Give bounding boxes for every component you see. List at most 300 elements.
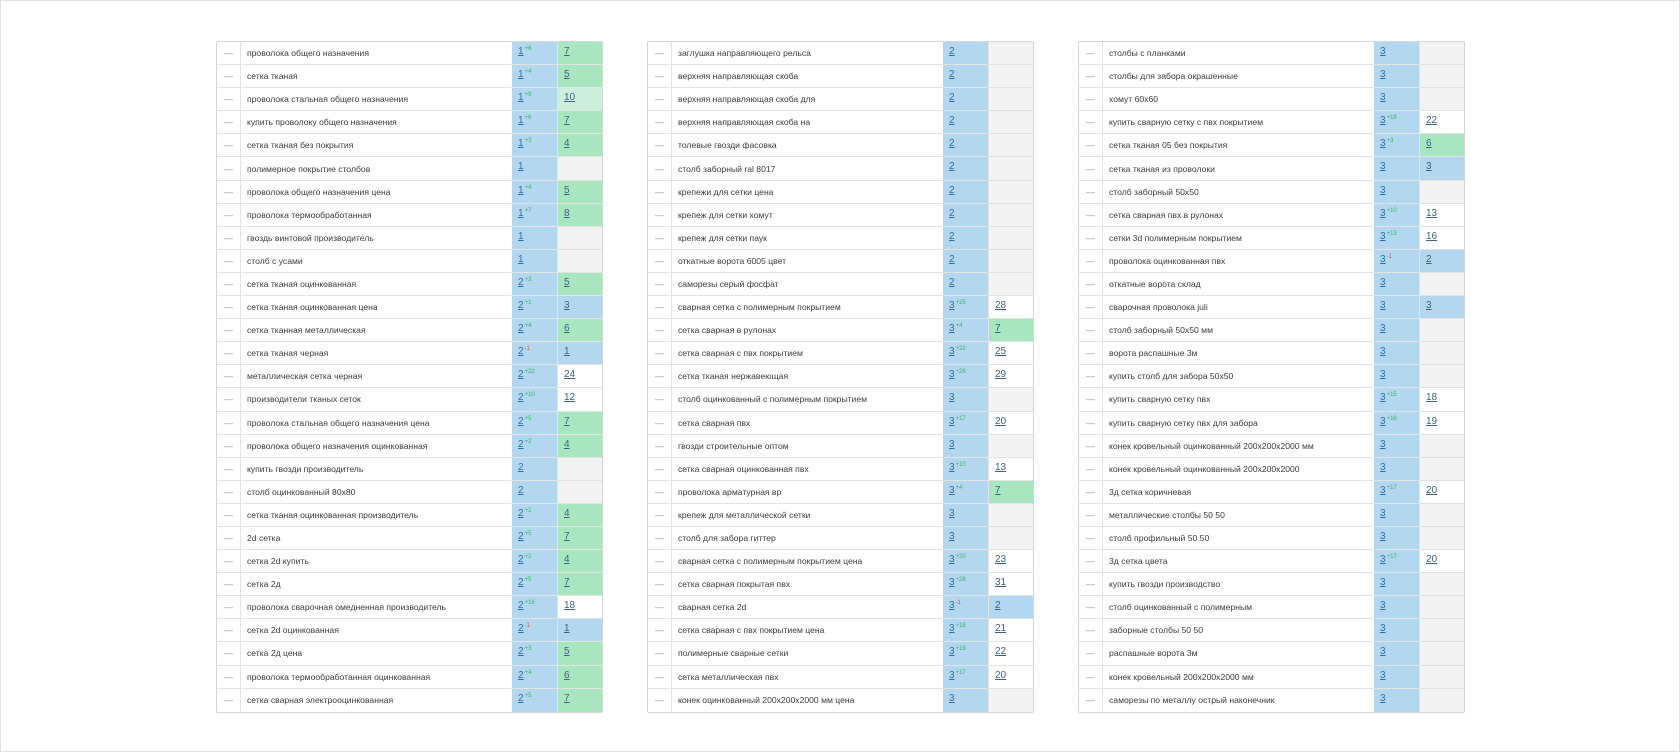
position-link[interactable]: 3 (1380, 46, 1386, 57)
position-link[interactable]: 3 (949, 577, 955, 589)
position-link[interactable]: 1 (518, 184, 524, 196)
table-row (217, 596, 602, 619)
position-cell (1374, 412, 1419, 434)
keyword-cell: полимерное покрытие столбов (247, 163, 371, 174)
previous-position-cell (1419, 642, 1464, 664)
previous-position-link[interactable]: 4 (564, 507, 570, 519)
position-link[interactable]: 2 (949, 276, 955, 288)
previous-position-link[interactable]: 20 (1426, 484, 1438, 496)
position-cell (1374, 435, 1419, 457)
previous-position-cell (557, 689, 602, 712)
position-cell (512, 458, 557, 480)
row-marker: — (217, 342, 241, 364)
position-link[interactable]: 3 (1380, 161, 1386, 173)
table-row (1079, 573, 1464, 596)
position-link[interactable]: 3 (949, 600, 955, 612)
previous-position-cell (988, 642, 1033, 664)
position-link[interactable]: 3 (1380, 438, 1386, 450)
position-link[interactable]: 2 (518, 276, 524, 288)
position-link[interactable]: 2 (518, 530, 524, 542)
table-row (648, 365, 1033, 388)
keyword-cell: верхняя направляющая скоба для (678, 94, 816, 105)
previous-position-link[interactable]: 8 (564, 207, 570, 219)
position-link[interactable]: 3 (1380, 692, 1386, 704)
position-cell (1374, 504, 1419, 526)
previous-position-link[interactable]: 7 (564, 415, 570, 427)
previous-position-cell (988, 435, 1033, 457)
keyword-cell: сетка тканая из проволоки (1109, 163, 1215, 174)
position-link[interactable]: 3 (1380, 369, 1386, 381)
row-marker: — (217, 42, 241, 64)
row-marker: — (217, 412, 241, 434)
position-link[interactable]: 2 (518, 300, 524, 312)
position-link[interactable]: 1 (518, 253, 524, 265)
keyword-cell: купить гвозди производство (1109, 579, 1221, 590)
position-change: +4 (524, 69, 532, 76)
position-link[interactable]: 1 (518, 92, 524, 104)
keyword-table-1 (216, 41, 603, 713)
previous-position-link[interactable]: 1 (564, 346, 570, 358)
position-link[interactable]: 2 (949, 161, 955, 173)
position-link[interactable]: 2 (518, 577, 524, 589)
keyword-cell: гвозди строительные оптом (678, 440, 789, 451)
keyword-cell: крепеж для сетки паук (678, 232, 767, 243)
row-marker: — (217, 596, 241, 618)
row-marker: — (217, 181, 241, 203)
row-marker: — (648, 666, 672, 688)
keyword-cell: толевые гвозди фасовка (678, 140, 777, 151)
previous-position-link[interactable]: 3 (564, 300, 570, 312)
position-link[interactable]: 2 (518, 692, 524, 704)
keyword-table-3 (1078, 41, 1465, 713)
position-link[interactable]: 3 (1380, 346, 1386, 358)
previous-position-cell (557, 250, 602, 272)
previous-position-cell (988, 412, 1033, 434)
keyword-cell: хомут 60х60 (1109, 94, 1159, 105)
previous-position-link[interactable]: 20 (995, 415, 1007, 427)
position-cell (1374, 619, 1419, 641)
previous-position-cell (1419, 157, 1464, 179)
row-marker: — (217, 65, 241, 87)
position-cell (512, 273, 557, 295)
position-link[interactable]: 3 (1380, 577, 1386, 589)
previous-position-link[interactable]: 3 (1426, 300, 1432, 312)
position-link[interactable]: 3 (1380, 646, 1386, 658)
keyword-cell: 3д сетка коричневая (1109, 486, 1192, 497)
previous-position-link[interactable]: 18 (564, 600, 576, 612)
previous-position-link[interactable]: 7 (564, 115, 570, 127)
position-link[interactable]: 1 (518, 46, 524, 57)
position-cell (943, 435, 988, 457)
position-link[interactable]: 3 (949, 484, 955, 496)
previous-position-link[interactable]: 10 (564, 92, 576, 104)
previous-position-link[interactable]: 25 (995, 346, 1007, 358)
keyword-cell: откатные ворота склад (1109, 278, 1201, 289)
position-link[interactable]: 2 (949, 207, 955, 219)
position-link[interactable]: 3 (1380, 507, 1386, 519)
table-row (217, 689, 602, 712)
table-row (1079, 388, 1464, 411)
position-change: -1 (524, 623, 530, 630)
previous-position-link[interactable]: 7 (995, 323, 1001, 335)
previous-position-link[interactable]: 19 (1426, 415, 1438, 427)
position-link[interactable]: 3 (949, 554, 955, 566)
keyword-cell: сварочная проволока juli (1109, 302, 1208, 313)
previous-position-link[interactable]: 7 (564, 46, 570, 57)
previous-position-cell (988, 550, 1033, 572)
keyword-cell: сетка 2d оцинкованная (247, 625, 339, 636)
table-row (648, 227, 1033, 250)
previous-position-cell (988, 596, 1033, 618)
position-link[interactable]: 3 (1380, 323, 1386, 335)
previous-position-cell (557, 666, 602, 688)
previous-position-cell (988, 342, 1033, 364)
position-cell (943, 134, 988, 156)
table-row (1079, 527, 1464, 550)
previous-position-cell (557, 642, 602, 664)
previous-position-link[interactable]: 20 (995, 669, 1007, 681)
previous-position-link[interactable]: 3 (1426, 161, 1432, 173)
table-row (217, 111, 602, 134)
position-change: +2 (524, 507, 532, 514)
position-link[interactable]: 3 (1380, 461, 1386, 473)
position-link[interactable]: 3 (949, 623, 955, 635)
position-cell (943, 342, 988, 364)
position-link[interactable]: 2 (518, 669, 524, 681)
previous-position-link[interactable]: 12 (564, 392, 576, 404)
previous-position-cell (557, 111, 602, 133)
previous-position-cell (1419, 227, 1464, 249)
position-link[interactable]: 3 (949, 392, 955, 404)
position-cell (1374, 88, 1419, 110)
previous-position-link[interactable]: 16 (1426, 230, 1438, 242)
position-link[interactable]: 3 (1380, 253, 1386, 265)
previous-position-link[interactable]: 5 (564, 69, 570, 81)
row-marker: — (648, 181, 672, 203)
table-row (217, 319, 602, 342)
position-link[interactable]: 2 (949, 115, 955, 127)
position-link[interactable]: 1 (518, 161, 524, 173)
position-change: +5 (524, 415, 532, 422)
previous-position-link[interactable]: 22 (1426, 115, 1438, 127)
table-row (648, 111, 1033, 134)
position-link[interactable]: 3 (1380, 207, 1386, 219)
position-link[interactable]: 2 (949, 92, 955, 104)
keyword-cell: сетка 2d купить (247, 556, 309, 567)
position-link[interactable]: 3 (1380, 276, 1386, 288)
position-link[interactable]: 3 (949, 692, 955, 704)
position-cell (1374, 550, 1419, 572)
row-marker: — (648, 365, 672, 387)
keyword-cell: сетка тканая оцинкованная (247, 278, 357, 289)
position-link[interactable]: 2 (949, 69, 955, 81)
position-link[interactable]: 2 (518, 507, 524, 519)
position-change: +15 (1386, 392, 1397, 399)
keyword-cell: сетки 3d полимерным покрытием (1109, 232, 1242, 243)
keyword-cell: сетка сварная с пвх покрытием (678, 348, 803, 359)
row-marker: — (217, 550, 241, 572)
position-cell (512, 642, 557, 664)
position-link[interactable]: 3 (949, 323, 955, 335)
previous-position-cell (988, 65, 1033, 87)
table-row (217, 342, 602, 365)
position-cell (1374, 157, 1419, 179)
row-marker: — (1079, 157, 1103, 179)
previous-position-link[interactable]: 2 (1426, 253, 1432, 265)
previous-position-link[interactable]: 21 (995, 623, 1007, 635)
previous-position-cell (557, 181, 602, 203)
position-link[interactable]: 3 (1380, 554, 1386, 566)
position-link[interactable]: 2 (518, 484, 524, 496)
position-link[interactable]: 3 (1380, 138, 1386, 150)
row-marker: — (217, 573, 241, 595)
position-link[interactable]: 2 (518, 600, 524, 612)
position-link[interactable]: 2 (518, 415, 524, 427)
position-link[interactable]: 2 (518, 346, 524, 358)
position-link[interactable]: 2 (518, 623, 524, 635)
previous-position-link[interactable]: 7 (564, 577, 570, 589)
previous-position-link[interactable]: 24 (564, 369, 576, 381)
previous-position-link[interactable]: 20 (1426, 554, 1438, 566)
previous-position-cell (1419, 573, 1464, 595)
position-cell (512, 111, 557, 133)
previous-position-link[interactable]: 4 (564, 554, 570, 566)
position-link[interactable]: 3 (1380, 530, 1386, 542)
position-link[interactable]: 3 (1380, 69, 1386, 81)
keyword-cell: сетка тканая без покрытия (247, 140, 354, 151)
position-link[interactable]: 3 (949, 346, 955, 358)
position-link[interactable]: 3 (949, 300, 955, 312)
previous-position-cell (557, 65, 602, 87)
keyword-cell: столб профильный 50 50 (1109, 533, 1210, 544)
position-link[interactable]: 2 (949, 138, 955, 150)
position-cell (1374, 642, 1419, 664)
previous-position-link[interactable]: 5 (564, 184, 570, 196)
position-change: +3 (524, 646, 532, 653)
row-marker: — (648, 250, 672, 272)
previous-position-cell (1419, 388, 1464, 410)
keyword-cell: сварная сетка с полимерным покрытием цена (678, 556, 863, 567)
previous-position-cell (1419, 458, 1464, 480)
previous-position-cell (1419, 134, 1464, 156)
table-row (1079, 88, 1464, 111)
position-cell (1374, 42, 1419, 64)
previous-position-cell (1419, 296, 1464, 318)
position-link[interactable]: 3 (949, 669, 955, 681)
position-link[interactable]: 3 (949, 530, 955, 542)
table-row (1079, 481, 1464, 504)
position-cell (512, 481, 557, 503)
position-link[interactable]: 2 (518, 554, 524, 566)
row-marker: — (217, 111, 241, 133)
previous-position-link[interactable]: 28 (995, 300, 1007, 312)
previous-position-cell (1419, 435, 1464, 457)
position-link[interactable]: 3 (949, 646, 955, 658)
previous-position-link[interactable]: 31 (995, 577, 1007, 589)
keyword-cell: металлическая сетка черная (247, 371, 363, 382)
position-cell (512, 365, 557, 387)
position-cell (943, 204, 988, 226)
previous-position-link[interactable]: 23 (995, 554, 1007, 566)
position-cell (943, 666, 988, 688)
position-change: +3 (524, 138, 532, 145)
position-change: +19 (955, 646, 966, 653)
position-link[interactable]: 2 (518, 438, 524, 450)
position-link[interactable]: 3 (949, 438, 955, 450)
previous-position-cell (988, 157, 1033, 179)
table-row (648, 204, 1033, 227)
position-link[interactable]: 2 (518, 461, 524, 473)
previous-position-cell (1419, 111, 1464, 133)
table-row (648, 412, 1033, 435)
previous-position-cell (557, 134, 602, 156)
table-row (648, 527, 1033, 550)
position-link[interactable]: 3 (1380, 415, 1386, 427)
previous-position-link[interactable]: 6 (1426, 138, 1432, 150)
row-marker: — (648, 573, 672, 595)
keyword-cell: столб заборный 50х50 мм (1109, 325, 1213, 336)
position-link[interactable]: 3 (1380, 184, 1386, 196)
previous-position-link[interactable]: 1 (564, 623, 570, 635)
keyword-cell: сетка 2д (247, 579, 281, 590)
previous-position-cell (988, 573, 1033, 595)
position-cell (1374, 227, 1419, 249)
previous-position-cell (988, 296, 1033, 318)
table-row (217, 481, 602, 504)
position-link[interactable]: 3 (1380, 600, 1386, 612)
row-marker: — (217, 250, 241, 272)
previous-position-link[interactable]: 4 (564, 438, 570, 450)
position-link[interactable]: 3 (1380, 92, 1386, 104)
keyword-cell: проволока термообработанная (247, 209, 372, 220)
previous-position-cell (557, 365, 602, 387)
position-link[interactable]: 2 (518, 369, 524, 381)
position-change: +16 (524, 600, 535, 607)
previous-position-link[interactable]: 6 (564, 323, 570, 335)
position-link[interactable]: 2 (518, 323, 524, 335)
position-link[interactable]: 3 (949, 461, 955, 473)
position-cell (512, 666, 557, 688)
previous-position-cell (557, 273, 602, 295)
position-link[interactable]: 2 (518, 646, 524, 658)
keyword-cell: сварная сетка с полимерным покрытием (678, 302, 841, 313)
previous-position-cell (988, 273, 1033, 295)
previous-position-link[interactable]: 22 (995, 646, 1007, 658)
position-change: +7 (524, 207, 532, 214)
previous-position-link[interactable]: 29 (995, 369, 1007, 381)
table-row (1079, 273, 1464, 296)
position-change: +13 (1386, 230, 1397, 237)
position-link[interactable]: 3 (949, 507, 955, 519)
table-row (1079, 134, 1464, 157)
previous-position-link[interactable]: 5 (564, 646, 570, 658)
position-link[interactable]: 3 (1380, 484, 1386, 496)
position-link[interactable]: 3 (1380, 392, 1386, 404)
keyword-cell: верхняя направляющая скоба на (678, 117, 811, 128)
position-cell (1374, 250, 1419, 272)
position-link[interactable]: 2 (949, 253, 955, 265)
table-row (217, 504, 602, 527)
keyword-cell: производители тканых сеток (247, 394, 361, 405)
position-cell (943, 227, 988, 249)
table-row (217, 65, 602, 88)
previous-position-link[interactable]: 6 (564, 669, 570, 681)
previous-position-cell (988, 619, 1033, 641)
previous-position-link[interactable]: 2 (995, 600, 1001, 612)
position-link[interactable]: 3 (1380, 115, 1386, 127)
previous-position-link[interactable]: 7 (995, 484, 1001, 496)
keyword-cell: проволока общего назначения оцинкованная (247, 440, 428, 451)
row-marker: — (217, 88, 241, 110)
keyword-cell: купить проволоку общего назначения (247, 117, 397, 128)
previous-position-cell (988, 504, 1033, 526)
position-link[interactable]: 1 (518, 138, 524, 150)
previous-position-cell (988, 88, 1033, 110)
row-marker: — (1079, 388, 1103, 410)
previous-position-cell (557, 227, 602, 249)
row-marker: — (217, 666, 241, 688)
previous-position-cell (1419, 596, 1464, 618)
position-change: +10 (955, 461, 966, 468)
keyword-cell: проволока арматурная вр (678, 486, 782, 497)
position-link[interactable]: 3 (1380, 623, 1386, 635)
row-marker: — (648, 527, 672, 549)
position-change: +16 (1386, 415, 1397, 422)
position-link[interactable]: 3 (949, 369, 955, 381)
table-row (1079, 642, 1464, 665)
position-link[interactable]: 3 (949, 415, 955, 427)
position-cell (512, 250, 557, 272)
position-link[interactable]: 2 (949, 230, 955, 242)
position-cell (943, 619, 988, 641)
row-marker: — (1079, 273, 1103, 295)
position-link[interactable]: 1 (518, 115, 524, 127)
position-link[interactable]: 3 (1380, 669, 1386, 681)
position-link[interactable]: 2 (518, 392, 524, 404)
row-marker: — (1079, 42, 1103, 64)
table-row (217, 134, 602, 157)
position-cell (512, 319, 557, 341)
position-link[interactable]: 3 (1380, 230, 1386, 242)
previous-position-link[interactable]: 7 (564, 692, 570, 704)
position-link[interactable]: 2 (949, 46, 955, 57)
position-link[interactable]: 1 (518, 207, 524, 219)
position-cell (1374, 342, 1419, 364)
previous-position-cell (988, 227, 1033, 249)
previous-position-link[interactable]: 18 (1426, 392, 1438, 404)
position-link[interactable]: 2 (949, 184, 955, 196)
position-link[interactable]: 1 (518, 69, 524, 81)
position-change: +2 (524, 554, 532, 561)
previous-position-link[interactable]: 13 (995, 461, 1007, 473)
position-change: +4 (955, 484, 963, 491)
previous-position-link[interactable]: 7 (564, 530, 570, 542)
position-link[interactable]: 1 (518, 230, 524, 242)
position-cell (1374, 573, 1419, 595)
row-marker: — (648, 273, 672, 295)
row-marker: — (648, 65, 672, 87)
keyword-cell: сетка сварная пвх (678, 417, 751, 428)
previous-position-link[interactable]: 4 (564, 138, 570, 150)
row-marker: — (648, 689, 672, 712)
previous-position-link[interactable]: 13 (1426, 207, 1438, 219)
previous-position-link[interactable]: 5 (564, 276, 570, 288)
table-row (648, 596, 1033, 619)
position-link[interactable]: 3 (1380, 300, 1386, 312)
row-marker: — (217, 458, 241, 480)
row-marker: — (1079, 619, 1103, 641)
table-row (217, 458, 602, 481)
